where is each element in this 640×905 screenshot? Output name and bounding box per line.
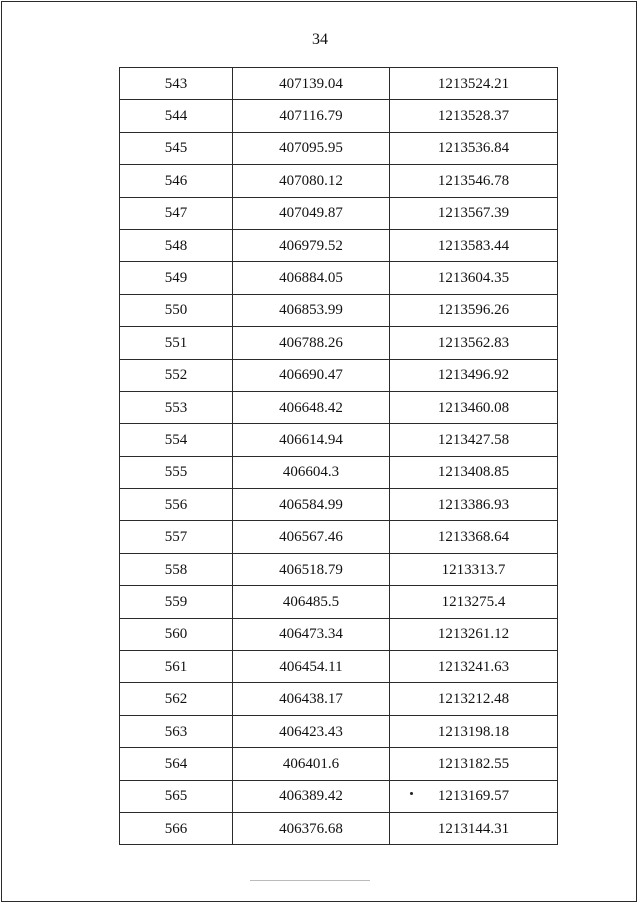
x-coordinate-cell: 407080.12	[233, 165, 390, 197]
y-coordinate-cell: 1213241.63	[390, 651, 558, 683]
point-number-cell: 562	[120, 683, 233, 715]
table-row	[120, 715, 558, 747]
x-coordinate-cell: 406979.52	[233, 229, 390, 261]
point-number-cell: 553	[120, 391, 233, 423]
y-coordinate-cell: 1213182.55	[390, 748, 558, 780]
x-coordinate-cell: 406853.99	[233, 294, 390, 326]
point-number-cell: 564	[120, 748, 233, 780]
table-row	[120, 812, 558, 844]
x-coordinate-cell: 406584.99	[233, 489, 390, 521]
table-row	[120, 197, 558, 229]
point-number-cell: 563	[120, 715, 233, 747]
point-number-cell: 551	[120, 327, 233, 359]
y-coordinate-cell: 1213567.39	[390, 197, 558, 229]
y-coordinate-cell: 1213261.12	[390, 618, 558, 650]
table-row	[120, 262, 558, 294]
coordinates-table-body	[120, 68, 558, 845]
table-row	[120, 359, 558, 391]
x-coordinate-cell: 406690.47	[233, 359, 390, 391]
y-coordinate-cell: 1213496.92	[390, 359, 558, 391]
x-coordinate-cell: 406389.42	[233, 780, 390, 812]
table-row	[120, 100, 558, 132]
y-coordinate-cell: 1213212.48	[390, 683, 558, 715]
table-row	[120, 132, 558, 164]
y-coordinate-cell: 1213275.4	[390, 586, 558, 618]
point-number-cell: 554	[120, 424, 233, 456]
y-coordinate-cell: 1213169.57	[390, 780, 558, 812]
table-row	[120, 553, 558, 585]
x-coordinate-cell: 406454.11	[233, 651, 390, 683]
point-number-cell: 560	[120, 618, 233, 650]
x-coordinate-cell: 406438.17	[233, 683, 390, 715]
x-coordinate-cell: 406423.43	[233, 715, 390, 747]
point-number-cell: 556	[120, 489, 233, 521]
table-row	[120, 391, 558, 423]
x-coordinate-cell: 406485.5	[233, 586, 390, 618]
table-row	[120, 618, 558, 650]
y-coordinate-cell: 1213546.78	[390, 165, 558, 197]
table-row	[120, 748, 558, 780]
y-coordinate-cell: 1213198.18	[390, 715, 558, 747]
y-coordinate-cell: 1213583.44	[390, 229, 558, 261]
table-row	[120, 651, 558, 683]
point-number-cell: 566	[120, 812, 233, 844]
y-coordinate-cell: 1213596.26	[390, 294, 558, 326]
table-row	[120, 327, 558, 359]
point-number-cell: 545	[120, 132, 233, 164]
x-coordinate-cell: 406376.68	[233, 812, 390, 844]
point-number-cell: 555	[120, 456, 233, 488]
point-number-cell: 546	[120, 165, 233, 197]
point-number-cell: 552	[120, 359, 233, 391]
x-coordinate-cell: 406518.79	[233, 553, 390, 585]
table-row	[120, 521, 558, 553]
y-coordinate-cell: 1213536.84	[390, 132, 558, 164]
y-coordinate-cell: 1213528.37	[390, 100, 558, 132]
point-number-cell: 558	[120, 553, 233, 585]
table-row	[120, 229, 558, 261]
point-number-cell: 561	[120, 651, 233, 683]
x-coordinate-cell: 407139.04	[233, 68, 390, 100]
table-row	[120, 683, 558, 715]
y-coordinate-cell: 1213460.08	[390, 391, 558, 423]
table-row	[120, 489, 558, 521]
table-row	[120, 294, 558, 326]
point-number-cell: 543	[120, 68, 233, 100]
x-coordinate-cell: 406788.26	[233, 327, 390, 359]
x-coordinate-cell: 406604.3	[233, 456, 390, 488]
page-number: 34	[312, 31, 328, 48]
table-row	[120, 780, 558, 812]
x-coordinate-cell: 406648.42	[233, 391, 390, 423]
x-coordinate-cell: 406884.05	[233, 262, 390, 294]
x-coordinate-cell: 407095.95	[233, 132, 390, 164]
x-coordinate-cell: 406614.94	[233, 424, 390, 456]
y-coordinate-cell: 1213562.83	[390, 327, 558, 359]
y-coordinate-cell: 1213408.85	[390, 456, 558, 488]
table-row	[120, 424, 558, 456]
y-coordinate-cell: 1213386.93	[390, 489, 558, 521]
y-coordinate-cell: 1213144.31	[390, 812, 558, 844]
point-number-cell: 550	[120, 294, 233, 326]
point-number-cell: 549	[120, 262, 233, 294]
y-coordinate-cell: 1213313.7	[390, 553, 558, 585]
point-number-cell: 565	[120, 780, 233, 812]
table-row	[120, 456, 558, 488]
x-coordinate-cell: 407049.87	[233, 197, 390, 229]
x-coordinate-cell: 407116.79	[233, 100, 390, 132]
footer-rule	[250, 880, 370, 881]
point-number-cell: 559	[120, 586, 233, 618]
y-coordinate-cell: 1213427.58	[390, 424, 558, 456]
coordinates-table	[119, 67, 558, 845]
y-coordinate-cell: 1213524.21	[390, 68, 558, 100]
table-row	[120, 68, 558, 100]
x-coordinate-cell: 406473.34	[233, 618, 390, 650]
y-coordinate-cell: 1213368.64	[390, 521, 558, 553]
scan-speck	[410, 792, 413, 795]
x-coordinate-cell: 406401.6	[233, 748, 390, 780]
table-row	[120, 586, 558, 618]
point-number-cell: 547	[120, 197, 233, 229]
point-number-cell: 544	[120, 100, 233, 132]
point-number-cell: 548	[120, 229, 233, 261]
y-coordinate-cell: 1213604.35	[390, 262, 558, 294]
point-number-cell: 557	[120, 521, 233, 553]
table-row	[120, 165, 558, 197]
x-coordinate-cell: 406567.46	[233, 521, 390, 553]
